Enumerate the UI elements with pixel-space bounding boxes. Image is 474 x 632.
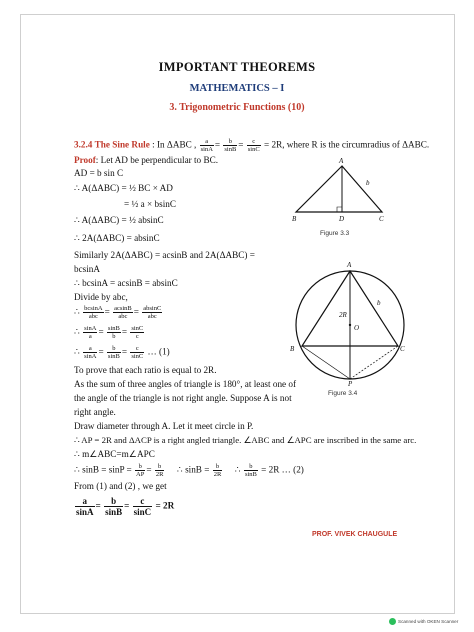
fraction: $\frac{\sin B}{b}$ — [107, 325, 120, 340]
text-line: To prove that each ratio is equal to 2R. — [74, 365, 217, 375]
fraction: $\frac{a}{\sin A}$ — [200, 138, 213, 153]
text-line: ∴ m∠ABC=m∠APC — [74, 449, 155, 459]
fraction: $\frac{absinC}{\text{abc}}$ — [143, 305, 162, 320]
side-label-b: b — [366, 179, 370, 187]
proof-line: ∴ bcsinA = acsinB = absinC — [74, 278, 178, 288]
fraction: $\frac{c}{\sin C}$ — [247, 138, 260, 153]
fraction: $\frac{a}{\sin A}$ — [84, 345, 97, 360]
fraction: $\frac{b}{AP}$ — [136, 463, 145, 478]
fraction: $\frac{b}{\sin B}$ — [244, 463, 257, 478]
side-label-b: b — [377, 299, 381, 307]
fraction: $\frac{c}{\sin C}$ — [133, 496, 152, 517]
subject-heading: MATHEMATICS – I — [189, 83, 285, 94]
sine-rule-statement: 3.2.4 The Sine Rule : In ΔABC , $\frac{a}{\sin A}$ = $\frac{b}{\sin B}$ = $\frac{c}{\sin C}$ = 2R, where R is the circumradius of ΔABC. — [74, 138, 430, 153]
text-line: As the sum of three angles of triangle is 180°, at least one of — [74, 379, 297, 389]
fraction: $\frac{a}{\sin A}$ — [76, 496, 94, 517]
chapter-heading: 3. Trigonometric Functions (10) — [169, 102, 305, 113]
proof-line: bcsinA — [74, 264, 101, 274]
scanner-logo-icon — [389, 618, 396, 625]
proof-line: = ½ a × bsinC — [124, 199, 176, 209]
proof-line: AD = b sin C — [74, 168, 124, 178]
figure-caption: Figure 3.4 — [328, 390, 358, 397]
triangle-abc — [296, 166, 382, 212]
text-line: ∴ AP = 2R and ΔACP is a right angled triangle. ∠ABC and ∠APC are inscribed in the same arc. — [74, 435, 417, 445]
vertex-label-b: B — [292, 215, 297, 223]
fraction: $\frac{\sin C}{c}$ — [131, 325, 144, 340]
figure-circumcircle — [290, 258, 405, 388]
text-line: right angle. — [74, 407, 116, 417]
page-title: IMPORTANT THEOREMS — [158, 60, 316, 74]
vertex-label-b: B — [290, 345, 295, 353]
vertex-label-p: P — [348, 380, 353, 388]
vertex-label-a: A — [347, 261, 352, 269]
final-result: $\frac{a}{\sin A}$ = $\frac{b}{\sin B}$ = $\frac{c}{\sin C}$ = 2R — [76, 496, 175, 517]
fraction: $\frac{b}{\sin B}$ — [105, 496, 123, 517]
figure-triangle-altitude — [290, 157, 400, 223]
fraction: $\frac{b}{2R}$ — [155, 463, 164, 478]
proof-line: Proof: Let AD be perpendicular to BC. — [74, 155, 218, 165]
proof-line: Divide by abc, — [74, 292, 128, 302]
author-footer: PROF. VIVEK CHAUGULE — [312, 531, 398, 538]
text-line: From (1) and (2) , we get — [74, 481, 167, 491]
sin-over-side-ratios: ∴ $\frac{\sin A}{a}$ = $\frac{\sin B}{b}$ = $\frac{\sin C}{c}$ — [74, 325, 144, 340]
text-line: the angle of the triangle is not right angle. Suppose A is not — [74, 393, 292, 403]
text-line: Draw diameter through A. Let it meet circle in P. — [74, 421, 254, 431]
vertex-label-d: D — [339, 215, 345, 223]
fraction: $\frac{bcsinA}{\text{abc}}$ — [84, 305, 103, 320]
proof-line: ∴ 2A(ΔABC) = absinC — [74, 233, 160, 243]
divided-ratios: ∴ $\frac{bcsinA}{\text{abc}}$ = $\frac{acsinB}{\text{abc}}$ = $\frac{absinC}{\text{abc}}$ — [74, 305, 162, 320]
vertex-label-a: A — [339, 157, 344, 165]
sin-b-line: ∴ sinB = sinP = $\frac{b}{AP}$ = $\frac{b}{2R}$ ∴ sinB = $\frac{b}{2R}$ ∴ $\frac{b}{\sin B}$ = 2R … (2) — [74, 463, 304, 478]
center-point — [349, 324, 351, 326]
chord-pc — [350, 346, 398, 379]
chord-bp — [302, 346, 350, 379]
fraction: $\frac{acsinB}{\text{abc}}$ — [114, 305, 132, 320]
rule-name: The Sine Rule — [94, 139, 150, 150]
fraction: $\frac{b}{2R}$ — [213, 463, 222, 478]
vertex-label-c: C — [400, 345, 405, 353]
vertex-label-c: C — [379, 215, 384, 223]
proof-line: ∴ A(ΔABC) = ½ absinC — [74, 215, 164, 225]
rule-intro: : In ΔABC , — [152, 139, 197, 150]
proof-line: Similarly 2A(ΔABC) = acsinB and 2A(ΔABC) = — [74, 250, 255, 260]
side-over-sin-ratios: ∴ $\frac{a}{\sin A}$ = $\frac{b}{\sin B}$ = $\frac{c}{\sin C}$ … (1) — [74, 345, 170, 360]
diameter-label-2r: 2R — [339, 311, 347, 319]
scanner-watermark: Scanned with OKEN Scanner — [398, 619, 459, 624]
fraction: $\frac{\sin A}{a}$ — [84, 325, 97, 340]
fraction: $\frac{c}{\sin C}$ — [131, 345, 144, 360]
fraction: $\frac{b}{\sin B}$ — [107, 345, 120, 360]
rule-equals: = 2R, where R is the circumradius of ΔABC. — [264, 139, 430, 150]
center-label-o: O — [354, 324, 360, 332]
rule-number: 3.2.4 — [74, 139, 93, 150]
proof-line: ∴ A(ΔABC) = ½ BC × AD — [74, 183, 173, 193]
right-angle-mark — [337, 207, 342, 212]
figure-caption: Figure 3.3 — [320, 230, 350, 237]
fraction: $\frac{b}{\sin B}$ — [224, 138, 237, 153]
